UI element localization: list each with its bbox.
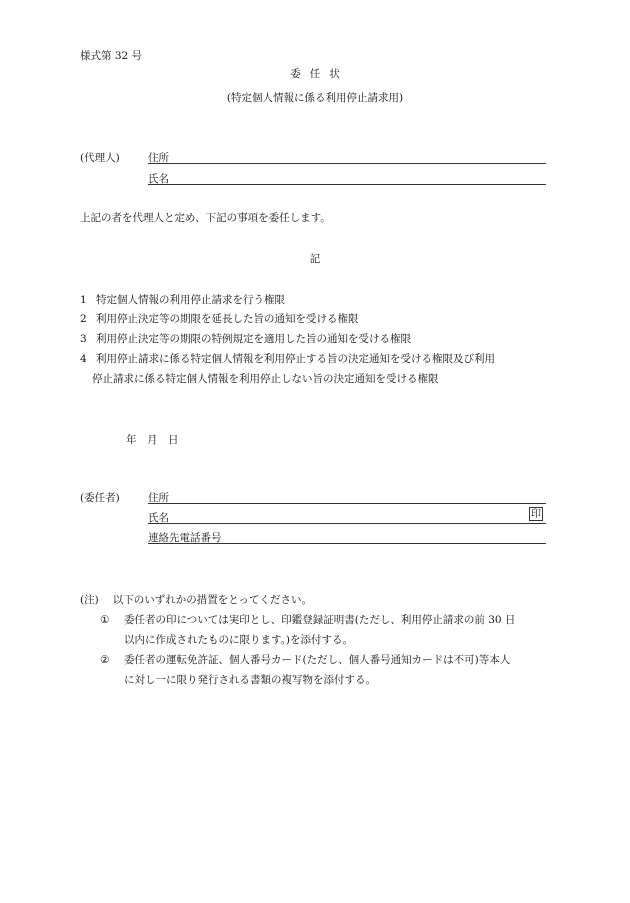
date-line: 年 月 日 [126,434,179,446]
note-mark: ② [100,654,110,666]
item-text: 特定個人情報の利用停止請求を行う権限 [96,294,285,306]
form-number: 様式第 32 号 [80,50,143,62]
item-text: 利用停止決定等の期限の特例規定を適用した旨の通知を受ける権限 [96,333,411,345]
agent-address-field[interactable] [148,163,546,164]
principal-phone-label: 連絡先電話番号 [148,532,222,544]
item-text: 利用停止決定等の期限を延長した旨の通知を受ける権限 [96,313,359,325]
note-text-continued: に対し一に限り発行される書類の複写物を添付する。 [124,674,376,686]
note-text-continued: 以内に作成されたものに限ります。)を添付する。 [124,634,354,646]
item-number: 3 [80,333,87,345]
ki-label: 記 [309,253,321,265]
item-number: 1 [80,294,87,306]
list-item [80,351,495,366]
item-number: 4 [80,353,87,365]
list-item [80,292,285,307]
note-text: 委任者の印については実印とし、印鑑登録証明書(ただし、利用停止請求の前 30 日 [124,614,516,626]
item-text: 利用停止請求に係る特定個人情報を利用停止する旨の決定通知を受ける権限及び利用 [96,353,495,365]
principal-address-field[interactable] [148,503,546,504]
item-text-continued: 停止請求に係る特定個人情報を利用停止しない旨の決定通知を受ける権限 [92,373,439,385]
principal-address-label: 住所 [148,492,169,504]
document-subtitle: (特定個人情報に係る利用停止請求用) [226,92,404,104]
delegation-statement: 上記の者を代理人と定め、下記の事項を委任します。 [80,212,331,224]
agent-address-label: 住所 [148,152,169,164]
agent-name-label: 氏名 [148,173,169,185]
notes-label: (注) [80,594,99,606]
note-item [100,652,510,667]
note-text: 委任者の運転免許証、個人番号カード(ただし、個人番号通知カードは不可)等本人 [124,654,511,666]
note-item [100,612,515,627]
item-number: 2 [80,313,87,325]
agent-name-field[interactable] [148,184,546,185]
principal-phone-field[interactable] [148,543,546,544]
note-mark: ① [100,614,110,626]
notes-heading [80,592,312,607]
seal-box: 印 [531,509,541,520]
principal-role-label: (委任者) [80,492,120,504]
document-title: 委任状 [290,68,349,80]
agent-role-label: (代理人) [80,152,120,164]
notes-head-text: 以下のいずれかの措置をとってください。 [112,594,312,606]
list-item [80,311,359,326]
principal-name-label: 氏名 [148,512,169,524]
list-item [80,331,411,346]
principal-name-field[interactable] [148,523,546,524]
